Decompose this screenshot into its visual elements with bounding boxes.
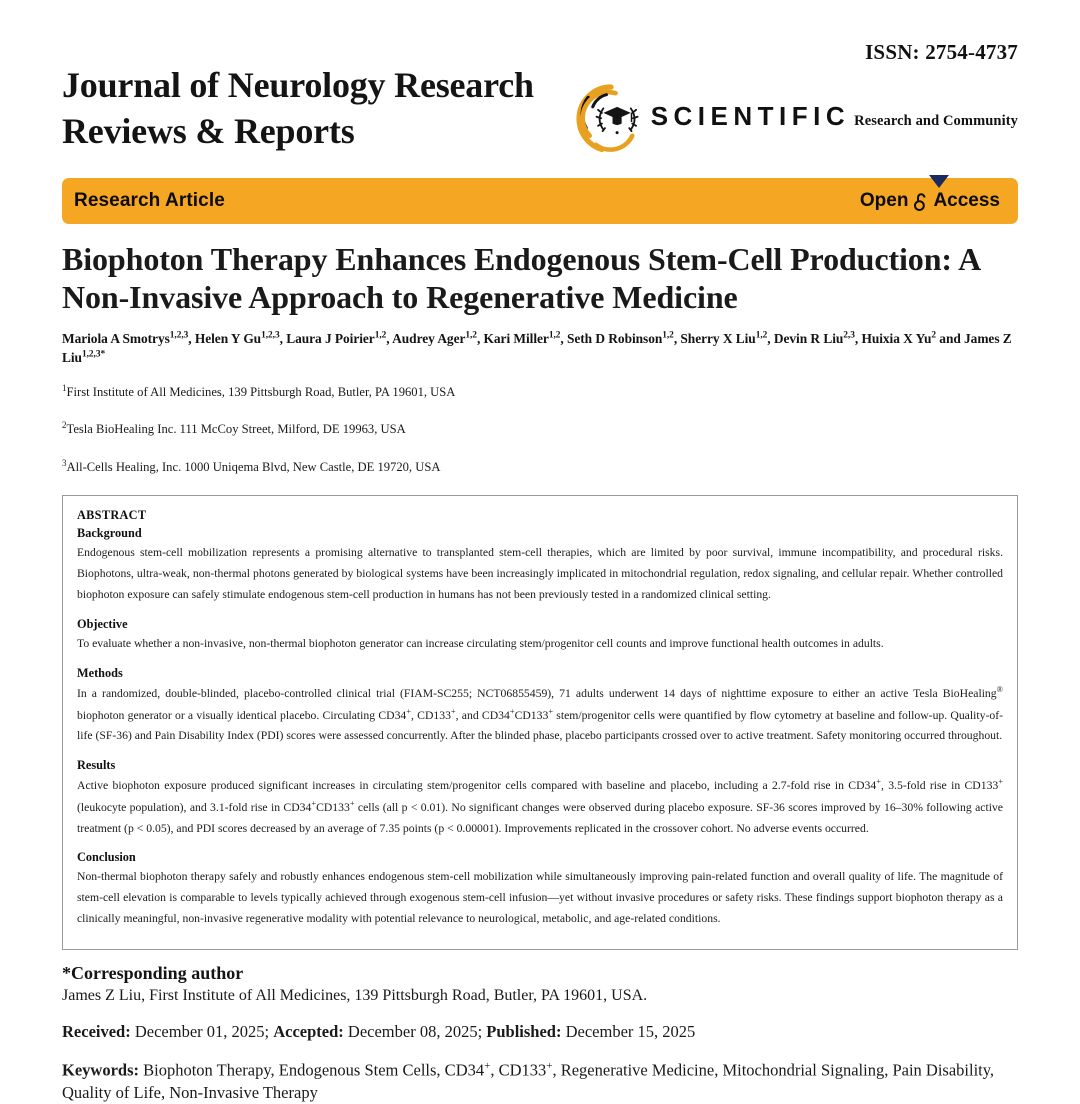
- abstract-section-results: [77, 758, 1003, 839]
- abstract-section-body: Endogenous stem-cell mobilization represents a promising alternative to transplanted stem-cell therapies, which are limited by poor survival, immune incompatibility, and procedural risks. Biophotons, ultra-weak, non-thermal photons generated by biological systems have been increasingly implicated in mitochondrial regulation, redox signaling, and cellular repair. Whether controlled biophoton exposure can safely stimulate endogenous stem-cell production in humans has not been previously tested in a randomized clinical setting.: [77, 546, 1003, 602]
- abstract-section-objective: [77, 617, 1003, 655]
- abstract-section-body: In a randomized, double-blinded, placebo-controlled clinical trial (FIAM-SC255; NCT06855459), 71 adults underwent 14 days of nighttime exposure to either an active Tesla BioHealing® biophoton generator or a visually identical placebo. Circulating CD34+, CD133+, and CD34+CD133+ stem/progenitor cells were quantified by flow cytometry at baseline and follow-up. Quality-of-life (SF-36) and Pain Disability Index (PDI) scores were assessed concurrently. After the blinded phase, placebo participants crossed over to active treatment. Safety monitoring occurred throughout.: [77, 684, 1003, 743]
- abstract-section-title: Background: [77, 526, 142, 541]
- abstract-section-body: To evaluate whether a non-invasive, non-thermal biophoton generator can increase circulating stem/progenitor cell counts and improve functional health outcomes in adults.: [77, 636, 884, 650]
- affiliation-item: $^2$Tesla BioHealing Inc. 111 McCoy Street, Milford, DE 19963, USA: [62, 420, 406, 437]
- journal-title: [62, 34, 534, 154]
- publication-dates: Received: December 01, 2025; Accepted: December 08, 2025; Published: December 15, 2025: [62, 1022, 696, 1042]
- abstract-section-title: Results: [77, 758, 116, 773]
- publisher-tagline: Research and Community: [854, 113, 1018, 130]
- abstract-heading: ABSTRACT: [77, 508, 147, 523]
- publisher-name: SCIENTIFIC: [650, 101, 851, 132]
- abstract-section-methods: [77, 666, 1003, 747]
- author-list: Mariola A Smotrys$^{1,2,3}$, Helen Y Gu$^{1,2,3}$, Laura J Poirier$^{1,2}$, Audrey Ager$^{1,2}$, Kari Miller$^{1,2}$, Seth D Robinson$^{1,2}$, Sherry X Liu$^{1,2}$, Devin R Liu$^{2,3}$, Huixia X Yu$^2$ and James Z Liu$^{1,2,3*}$: [62, 330, 1012, 365]
- publisher-logo-text: [651, 103, 1018, 134]
- open-access-access-label: Access: [933, 190, 1000, 211]
- header-right-block: [573, 34, 1018, 157]
- issn-text: ISSN: 2754-4737: [865, 40, 1018, 64]
- article-footer: [62, 963, 1018, 1103]
- corresponding-author-details: James Z Liu, First Institute of All Medicines, 139 Pittsburgh Road, Butler, PA 19601, USA.: [62, 987, 648, 1005]
- open-lock-icon: [913, 191, 928, 212]
- abstract-section-title: Objective: [77, 616, 128, 631]
- graduation-cap-laurel-swirl-logo-icon: [573, 81, 649, 157]
- open-access-badge[interactable]: [860, 190, 1004, 212]
- affiliation-item: $^3$All-Cells Healing, Inc. 1000 Uniqema Blvd, New Castle, DE 19720, USA: [62, 457, 441, 475]
- corresponding-author-heading: *Corresponding author: [62, 963, 244, 984]
- abstract-section-background: [77, 526, 1003, 605]
- abstract-section-title: Methods: [77, 665, 123, 680]
- article-type-banner: [62, 178, 1018, 224]
- abstract-box: [62, 495, 1018, 950]
- publisher-logo: [573, 81, 1018, 157]
- affiliation-list: [62, 383, 1018, 476]
- journal-title-line-2: Reviews & Reports: [62, 111, 355, 152]
- article-title: Biophoton Therapy Enhances Endogenous Stem-Cell Production: A Non-Invasive Approach to Regenerative Medicine: [62, 241, 980, 316]
- abstract-section-conclusion: [77, 850, 1003, 929]
- open-access-open-label: Open: [859, 190, 909, 211]
- keywords-list: Keywords: Biophoton Therapy, Endogenous Stem Cells, CD34+, CD133+, Regenerative Medicine, Mitochondrial Signaling, Pain Disability, Quality of Life, Non-Invasive Therapy: [62, 1060, 995, 1102]
- abstract-section-title: Conclusion: [77, 850, 136, 865]
- page-header: [62, 0, 1018, 172]
- journal-title-line-1: Journal of Neurology Research: [62, 65, 534, 105]
- research-article-label: Research Article: [74, 190, 225, 211]
- abstract-section-body: Active biophoton exposure produced significant increases in circulating stem/progenitor cells compared with baseline and placebo, including a 2.7-fold rise in CD34+, 3.5-fold rise in CD133+ (leukocyte population), and 3.1-fold rise in CD34+CD133+ cells (all p < 0.01). No significant changes were observed during placebo exposure. SF-36 scores improved by 16–30% following active treatment (p < 0.05), and PDI scores decreased by an average of 7.35 points (p < 0.00001). Improvements replicated in the crossover cohort. No adverse events occurred.: [77, 777, 1003, 835]
- abstract-section-body: Non-thermal biophoton therapy safely and robustly enhances endogenous stem-cell mobilization while simultaneously improving pain-related function and overall quality of life. The magnitude of stem-cell elevation is comparable to levels typically achieved through exogenous stem-cell infusion—yet without invasive procedures or safety risks. These findings support biophoton therapy as a clinically meaningful, non-invasive regenerative modality with potential relevance to neurological, metabolic, and age-related conditions.: [77, 870, 1003, 925]
- banner-triangle-marker: [929, 175, 949, 188]
- affiliation-item: $^1$First Institute of All Medicines, 139 Pittsburgh Road, Butler, PA 19601, USA: [62, 382, 456, 400]
